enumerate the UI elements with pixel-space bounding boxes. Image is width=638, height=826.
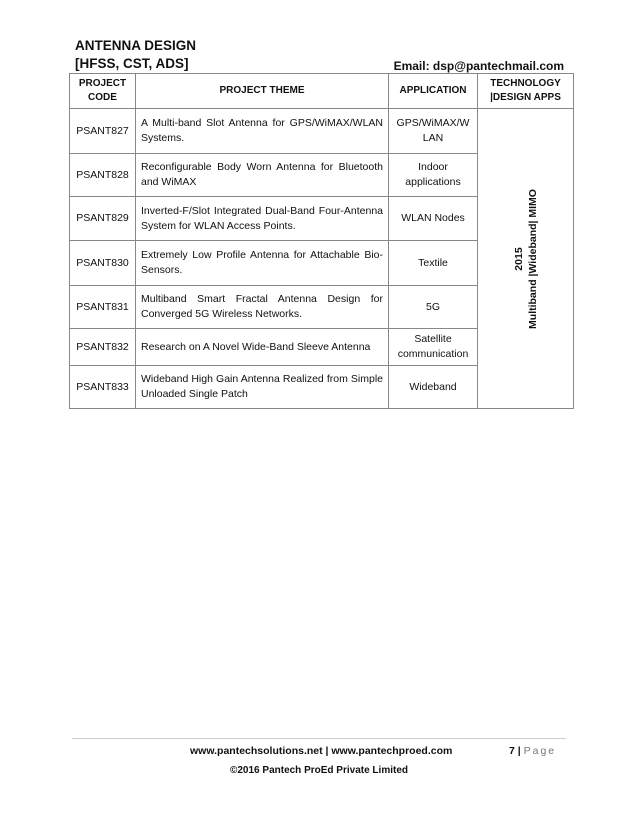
project-theme: Multiband Smart Fractal Antenna Design for Converged 5G Wireless Networks. [136,286,389,329]
project-code: PSANT831 [70,286,136,329]
page-label: Page [523,745,557,757]
footer-links: www.pantechsolutions.net | www.pantechproed.com [190,745,453,757]
project-code: PSANT830 [70,241,136,286]
footer-copyright: ©2016 Pantech ProEd Private Limited [230,765,408,776]
technology-label [512,189,540,329]
project-theme: Inverted-F/Slot Integrated Dual-Band Four-Antenna System for WLAN Access Points. [136,197,389,241]
footer-divider [72,738,566,739]
column-header-application: APPLICATION [389,74,478,109]
document-title: ANTENNA DESIGN [75,38,197,53]
technology-year: 2015 [512,246,525,271]
column-header-theme: PROJECT THEME [136,74,389,109]
project-code: PSANT828 [70,154,136,197]
table-header-row [70,74,574,109]
project-theme: A Multi-band Slot Antenna for GPS/WiMAX/WLAN Systems. [136,109,389,154]
project-application: Wideband [389,366,478,409]
table-row [70,109,574,154]
project-theme: Reconfigurable Body Worn Antenna for Bluetooth and WiMAX [136,154,389,197]
project-application: Satellite communication [389,329,478,366]
project-code: PSANT827 [70,109,136,154]
page-number [509,745,556,757]
project-code: PSANT833 [70,366,136,409]
project-code: PSANT832 [70,329,136,366]
project-theme: Research on A Novel Wide-Band Sleeve Antenna [136,329,389,366]
column-header-technology: TECHNOLOGY |DESIGN APPS [478,74,574,109]
column-header-code: PROJECT CODE [70,74,136,109]
project-code: PSANT829 [70,197,136,241]
contact-email: Email: dsp@pantechmail.com [393,59,564,73]
project-theme: Wideband High Gain Antenna Realized from Simple Unloaded Single Patch [136,366,389,409]
project-application: Indoor applications [389,154,478,197]
project-application: GPS/WiMAX/WLAN [389,109,478,154]
technology-apps: Multiband |Wideband| MIMO [526,188,539,329]
project-application: Textile [389,241,478,286]
technology-cell [478,109,574,409]
project-theme: Extremely Low Profile Antenna for Attachable Bio-Sensors. [136,241,389,286]
project-application: 5G [389,286,478,329]
document-subtitle: [HFSS, CST, ADS] [75,56,189,71]
projects-table [69,73,574,409]
page-number-value: 7 | [509,745,521,757]
project-application: WLAN Nodes [389,197,478,241]
